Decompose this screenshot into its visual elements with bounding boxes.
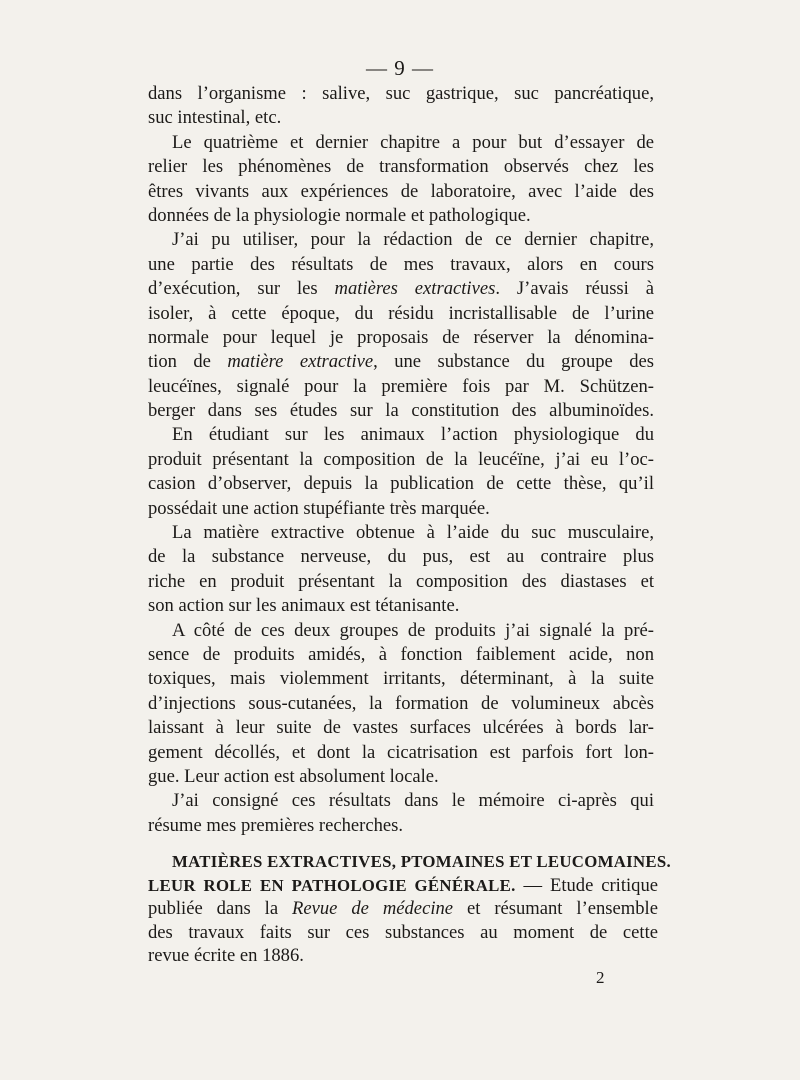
- line-text: riche en produit présentant la composition des diastases et: [148, 570, 654, 592]
- text-line: [148, 326, 654, 350]
- line-text: J’ai consigné ces résultats dans le mémoire ci-après qui: [172, 790, 654, 812]
- text-line: [148, 692, 654, 716]
- text-line: [148, 667, 654, 691]
- line-text: J’ai pu utiliser, pour la rédaction de ce dernier chapitre,: [172, 229, 654, 251]
- line-text: isoler, à cette époque, du résidu incristallisable de l’urine: [148, 302, 654, 324]
- line-text: résume mes premières recherches.: [148, 814, 404, 836]
- italic-term: Revue de médecine: [292, 898, 454, 920]
- text-line: [148, 180, 654, 204]
- line-text: gement décollés, et dont la cicatrisation est parfois fort lon-: [148, 741, 654, 763]
- text-line: [148, 448, 654, 472]
- line-text: tion de: [148, 351, 228, 373]
- text-line: [148, 106, 654, 130]
- line-text: — Etude critique: [515, 874, 659, 896]
- text-line: [148, 423, 654, 447]
- line-text: toxiques, mais violemment irritants, déterminant, à la suite: [148, 668, 654, 690]
- line-text: La matière extractive obtenue à l’aide du suc musculaire,: [172, 522, 654, 544]
- line-text: sence de produits amidés, à fonction faiblement acide, non: [148, 643, 654, 665]
- line-text-after: , une substance du groupe des: [373, 351, 654, 373]
- heading-caps: LEUR ROLE EN PATHOLOGIE GÉNÉRALE.: [148, 875, 516, 895]
- line-text: leucéïnes, signalé pour la première fois par M. Schützen-: [148, 375, 654, 397]
- italic-term: matières extractives: [334, 278, 496, 300]
- text-line: [148, 253, 654, 277]
- line-text: possédait une action stupéfiante très marquée.: [148, 497, 490, 519]
- text-line: [148, 897, 658, 921]
- text-line: [148, 302, 654, 326]
- text-line: [148, 594, 654, 618]
- text-line: [148, 204, 654, 228]
- line-text: publiée dans la: [148, 898, 293, 920]
- line-text: revue écrite en 1886.: [148, 945, 304, 967]
- line-text: êtres vivants aux expériences de laboratoire, avec l’aide des: [148, 180, 654, 202]
- bibliography-entry: [148, 850, 671, 968]
- text-line: [148, 716, 654, 740]
- line-text: A côté de ces deux groupes de produits j’ai signalé la pré-: [172, 619, 654, 641]
- text-line: [148, 850, 671, 874]
- text-line: [148, 741, 654, 765]
- line-text: des travaux faits sur ces substances au moment de cette: [148, 921, 658, 943]
- text-line: [148, 814, 654, 838]
- line-text: données de la physiologie normale et pathologique.: [148, 204, 531, 226]
- text-line: [148, 277, 654, 301]
- line-text-after: . J’avais réussi à: [495, 278, 654, 300]
- text-line: [148, 375, 654, 399]
- heading-caps: MATIÈRES EXTRACTIVES, PTOMAINES ET LEUCOMAINES.: [172, 852, 671, 871]
- line-text: d’injections sous-cutanées, la formation de volumineux abcès: [148, 692, 654, 714]
- text-line: [148, 921, 658, 945]
- body-text: [148, 82, 654, 838]
- line-text: d’exécution, sur les: [148, 278, 335, 300]
- line-text: En étudiant sur les animaux l’action physiologique du: [172, 424, 654, 446]
- line-text: dans l’organisme : salive, suc gastrique, suc pancréatique,: [148, 83, 654, 104]
- line-text: de la substance nerveuse, du pus, est au contraire plus: [148, 546, 654, 568]
- text-line: [148, 643, 654, 667]
- line-text: berger dans ses études sur la constitution des albuminoïdes.: [148, 400, 654, 422]
- line-text: gue. Leur action est absolument locale.: [148, 765, 439, 787]
- text-line: [148, 944, 658, 968]
- line-text: son action sur les animaux est tétanisante.: [148, 595, 460, 617]
- text-line: [148, 497, 654, 521]
- text-line: [148, 82, 654, 106]
- text-line: [148, 228, 654, 252]
- line-text: une partie des résultats de mes travaux, alors en cours: [148, 253, 654, 275]
- line-text: Le quatrième et dernier chapitre a pour but d’essayer de: [172, 131, 654, 153]
- text-line: [148, 789, 654, 813]
- line-text: produit présentant la composition de la leucéïne, j’ai eu l’oc-: [148, 448, 654, 470]
- italic-term: matière extractive: [227, 351, 374, 373]
- text-line: [148, 131, 654, 155]
- text-line: [148, 765, 654, 789]
- line-text-after: et résumant l’ensemble: [453, 898, 658, 920]
- line-text: suc intestinal, etc.: [148, 107, 282, 129]
- line-text: normale pour lequel je proposais de réserver la dénomina-: [148, 326, 654, 348]
- text-line: [148, 545, 654, 569]
- text-line: [148, 619, 654, 643]
- text-line: [148, 399, 654, 423]
- text-line: [148, 570, 654, 594]
- text-line: [148, 472, 654, 496]
- line-text: laissant à leur suite de vastes surfaces ulcérées à bords lar-: [148, 717, 654, 739]
- text-line: [148, 521, 654, 545]
- text-line: [148, 874, 658, 898]
- signature-mark: 2: [596, 968, 605, 987]
- text-line: [148, 155, 654, 179]
- line-text: casion d’observer, depuis la publication de cette thèse, qu’il: [148, 473, 654, 495]
- page-number: — 9 —: [366, 56, 434, 80]
- line-text: relier les phénomènes de transformation observés chez les: [148, 156, 654, 178]
- text-line: [148, 350, 654, 374]
